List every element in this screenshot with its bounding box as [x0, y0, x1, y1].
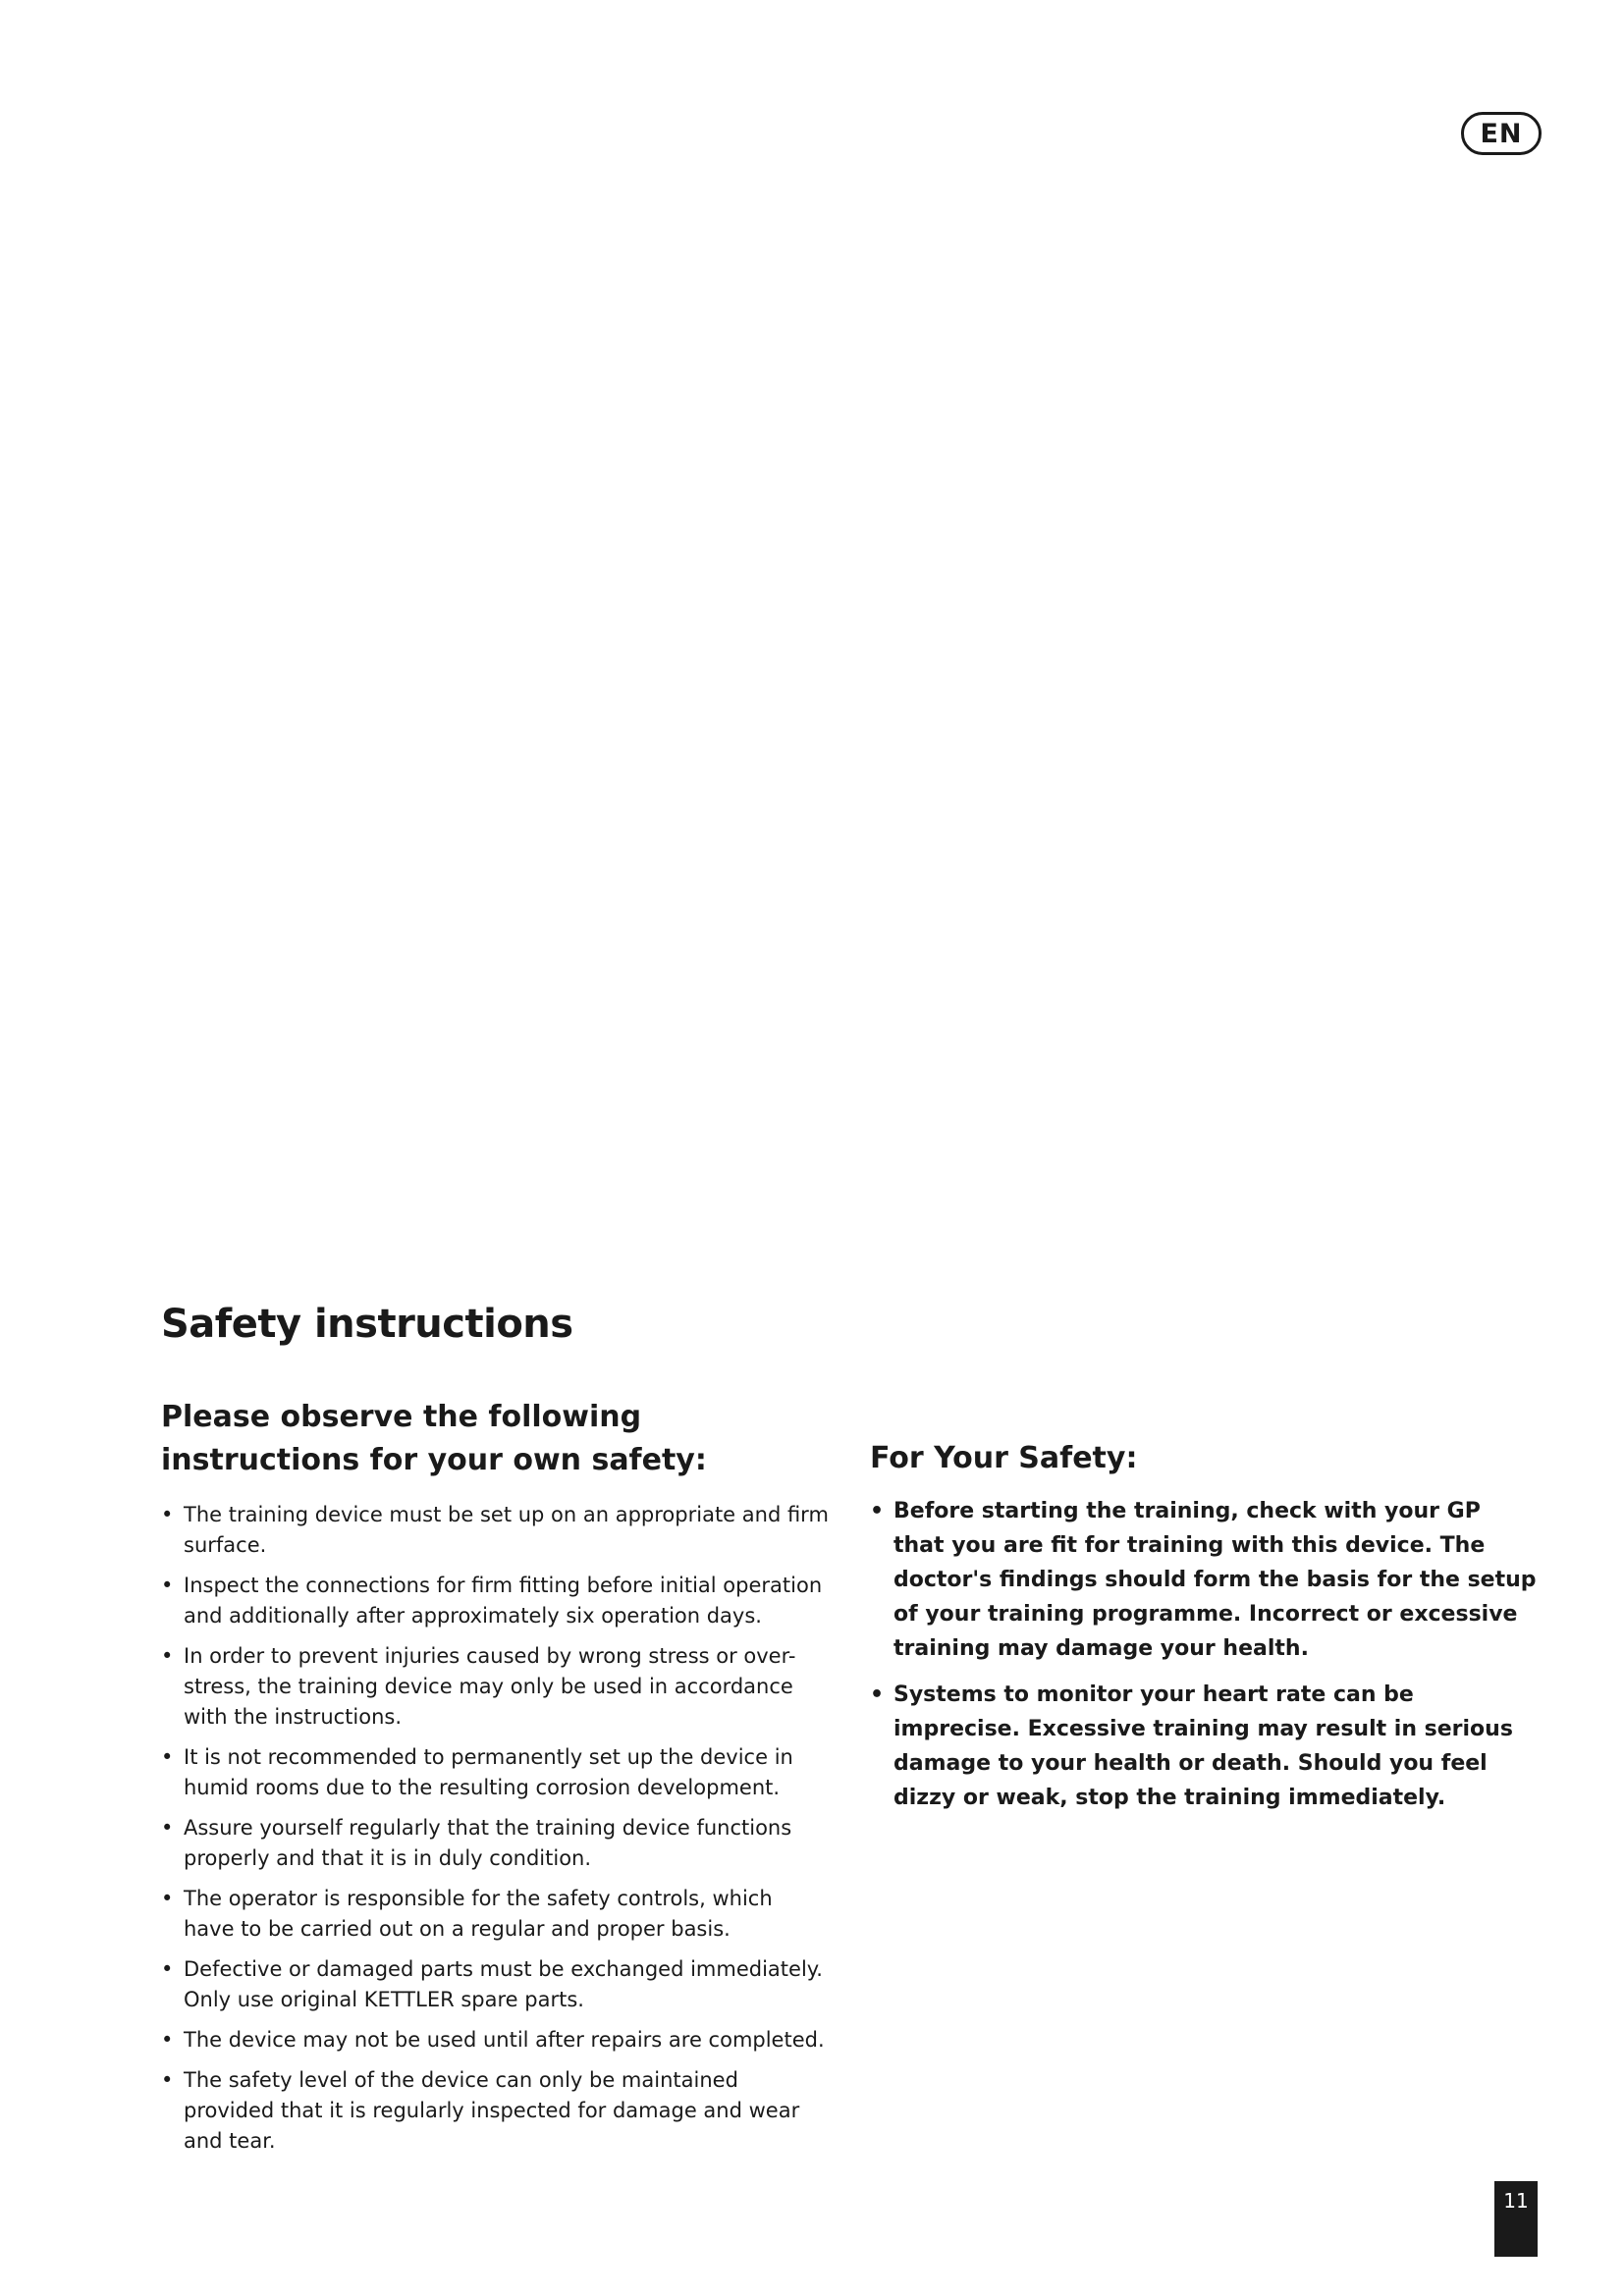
- for-your-safety-list: [870, 1494, 1538, 1815]
- list-item-text: Systems to monitor your heart rate can be imprecise. Excessive training may result in serious damage to your health or death. Should you feel dizzy or weak, stop the training immediately.: [893, 1682, 1513, 1810]
- for-your-safety-heading: For Your Safety:: [870, 1441, 1138, 1475]
- list-item-text: In order to prevent injuries caused by wrong stress or over-stress, the training device may only be used in accordance with the instructions.: [184, 1644, 796, 1729]
- list-item-text: Inspect the connections for firm fitting before initial operation and additionally after approximately six operation days.: [184, 1574, 823, 1628]
- language-badge: EN: [1461, 112, 1542, 155]
- list-item-text: The device may not be used until after repairs are completed.: [184, 2028, 825, 2052]
- general-instructions-section: [161, 1396, 829, 2166]
- list-item-text: It is not recommended to permanently set up the device in humid rooms due to the resulting corrosion development.: [184, 1745, 793, 1799]
- list-item-text: The safety level of the device can only be maintained provided that it is regularly inspected for damage and wear and tear.: [184, 2068, 800, 2153]
- list-item: [870, 1678, 1538, 1815]
- list-item: [161, 2025, 829, 2056]
- list-item-text: Defective or damaged parts must be exchanged immediately. Only use original KETTLER spare parts.: [184, 1957, 823, 2011]
- list-item: [161, 1500, 829, 1561]
- bullet-icon: •: [161, 1745, 174, 1769]
- page-title: Safety instructions: [161, 1302, 573, 1347]
- general-instructions-heading: Please observe the following instructions for your own safety:: [161, 1400, 707, 1477]
- for-your-safety-section: [870, 1437, 1538, 1827]
- list-item: [870, 1494, 1538, 1666]
- bullet-icon: •: [161, 2068, 174, 2092]
- list-item: [161, 1813, 829, 1874]
- bullet-icon: •: [161, 1644, 174, 1668]
- list-item: [161, 2065, 829, 2157]
- list-item-text: Assure yourself regularly that the training device functions properly and that it is in duly condition.: [184, 1816, 792, 1870]
- bullet-icon: •: [870, 1499, 885, 1523]
- bullet-icon: •: [161, 1503, 174, 1526]
- list-item: [161, 1742, 829, 1803]
- list-item: [161, 1571, 829, 1631]
- page-number: 11: [1494, 2181, 1538, 2257]
- bullet-icon: •: [161, 1957, 174, 1981]
- list-item: [161, 1641, 829, 1733]
- list-item-text: The training device must be set up on an appropriate and firm surface.: [184, 1503, 829, 1557]
- bullet-icon: •: [161, 1574, 174, 1597]
- list-item: [161, 1884, 829, 1945]
- bullet-icon: •: [161, 1816, 174, 1840]
- bullet-icon: •: [161, 2028, 174, 2052]
- bullet-icon: •: [161, 1887, 174, 1910]
- bullet-icon: •: [870, 1682, 885, 1707]
- list-item-text: Before starting the training, check with your GP that you are fit for training with this device. The doctor's findings should form the basis for the setup of your training programme. Incorrect or excessive training may damage your health.: [893, 1499, 1537, 1661]
- general-instructions-list: [161, 1500, 829, 2157]
- list-item-text: The operator is responsible for the safety controls, which have to be carried out on a regular and proper basis.: [184, 1887, 773, 1941]
- list-item: [161, 1954, 829, 2015]
